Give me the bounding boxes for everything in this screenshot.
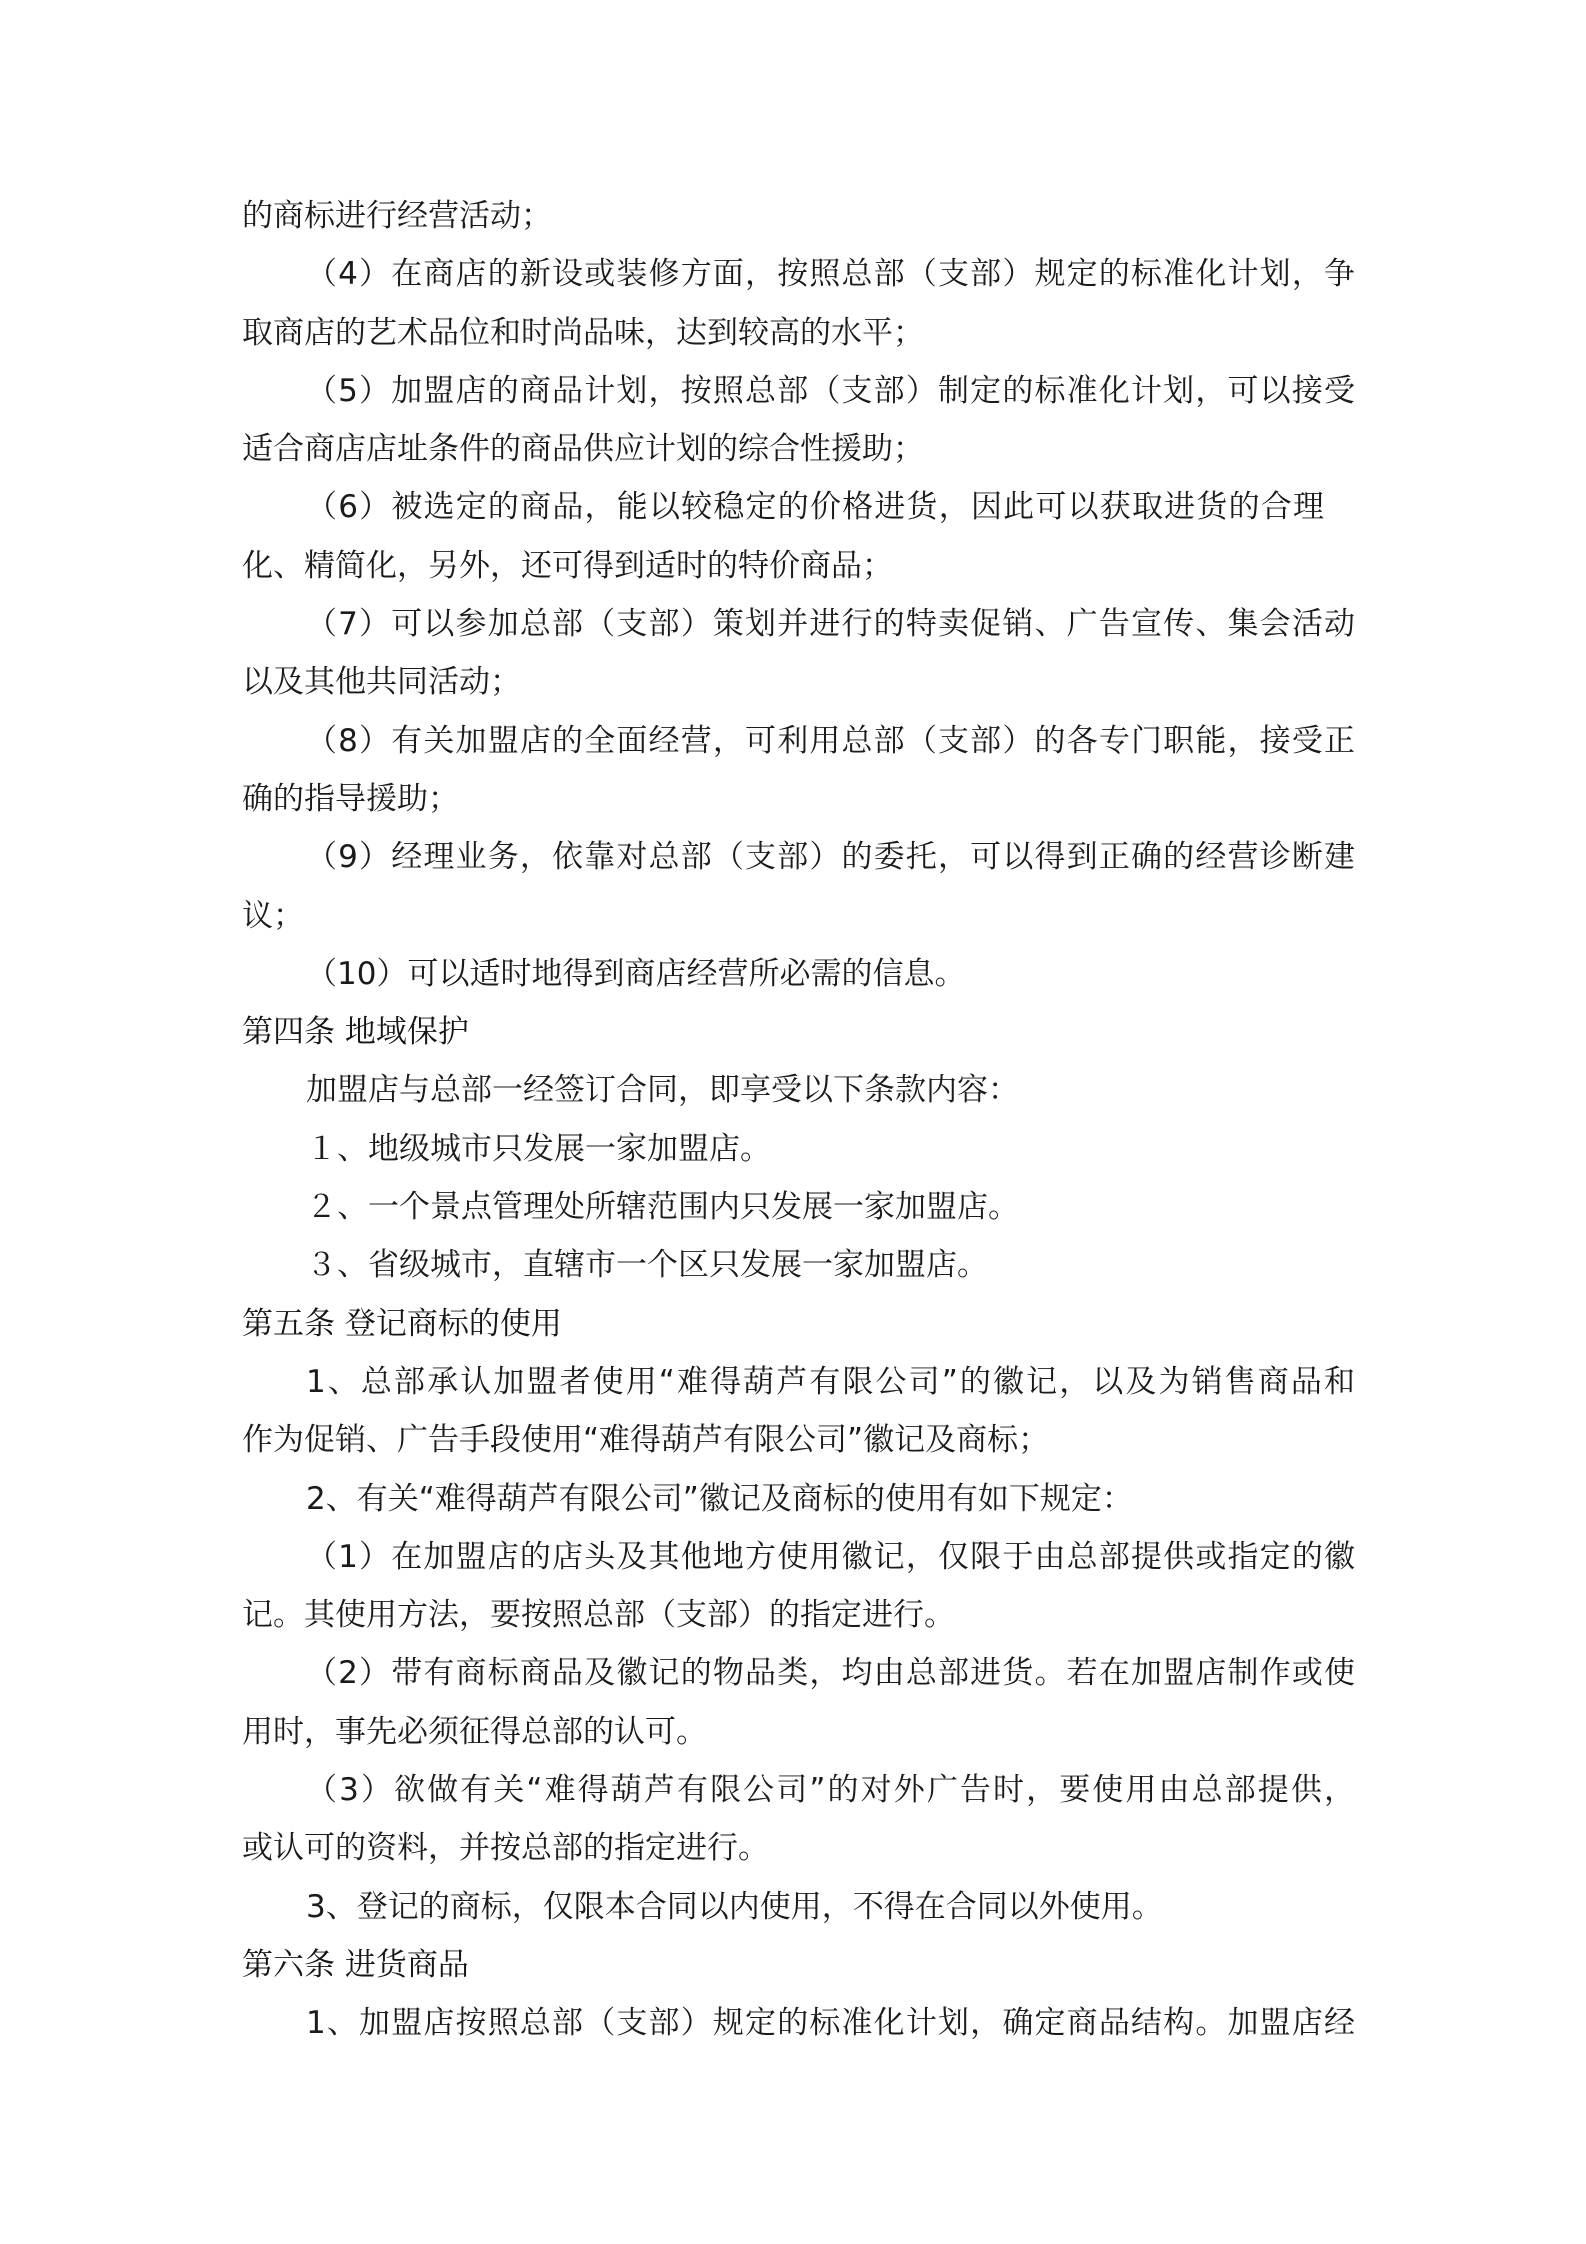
section-heading: 第四条 地域保护 (242, 1014, 469, 1051)
text-line: 的商标进行经营活动； (242, 198, 552, 234)
text-line: （1）在加盟店的店头及其他地方使用徽记，仅限于由总部提供或指定的徽 (306, 1538, 1355, 1575)
text-line: 确的指导援助； (242, 780, 459, 817)
text-body (242, 187, 1355, 2053)
text-line: 作为促销、广告手段使用“难得葫芦有限公司”徽记及商标； (242, 1422, 1050, 1459)
text-line: 用时，事先必须征得总部的认可。 (242, 1713, 707, 1750)
section-heading: 第五条 登记商标的使用 (242, 1305, 562, 1342)
text-line: 3、登记的商标，仅限本合同以内使用，不得在合同以外使用。 (306, 1888, 1163, 1925)
text-line: 2、有关“难得葫芦有限公司”徽记及商标的使用有如下规定： (306, 1480, 1133, 1517)
text-line: ２、一个景点管理处所辖范围内只发展一家加盟店。 (306, 1189, 1019, 1226)
text-line: （9）经理业务，依靠对总部（支部）的委托，可以得到正确的经营诊断建 (306, 839, 1355, 876)
text-line: 1、总部承认加盟者使用“难得葫芦有限公司”的徽记，以及为销售商品和 (306, 1363, 1355, 1400)
text-line: 以及其他共同活动； (242, 664, 521, 701)
text-line: 适合商店店址条件的商品供应计划的综合性援助； (242, 431, 924, 468)
text-line: 或认可的资料，并按总部的指定进行。 (242, 1830, 769, 1867)
text-line: ３、省级城市，直辖市一个区只发展一家加盟店。 (306, 1247, 988, 1284)
text-line: （3）欲做有关“难得葫芦有限公司”的对外广告时，要使用由总部提供， (306, 1772, 1355, 1809)
text-line: （5）加盟店的商品计划，按照总部（支部）制定的标准化计划，可以接受 (306, 372, 1355, 409)
text-line: 取商店的艺术品位和时尚品味，达到较高的水平； (242, 314, 924, 351)
text-line: （2）带有商标商品及徽记的物品类，均由总部进货。若在加盟店制作或使 (306, 1655, 1355, 1692)
text-line: １、地级城市只发展一家加盟店。 (306, 1130, 771, 1167)
text-line: 1、加盟店按照总部（支部）规定的标准化计划，确定商品结构。加盟店经 (306, 2005, 1355, 2042)
text-line: 记。其使用方法，要按照总部（支部）的指定进行。 (242, 1597, 955, 1634)
text-line: 议； (242, 897, 304, 934)
text-line: 加盟店与总部一经签订合同，即享受以下条款内容： (306, 1072, 1019, 1109)
text-line: 化、精简化，另外，还可得到适时的特价商品； (242, 547, 893, 584)
text-line: （10）可以适时地得到商店经营所必需的信息。 (306, 955, 966, 992)
text-line: （8）有关加盟店的全面经营，可利用总部（支部）的各专门职能，接受正 (306, 722, 1355, 759)
text-line: （7）可以参加总部（支部）策划并进行的特卖促销、广告宣传、集会活动 (306, 606, 1355, 643)
text-line: （4）在商店的新设或装修方面，按照总部（支部）规定的标准化计划，争 (306, 256, 1355, 293)
section-heading: 第六条 进货商品 (242, 1946, 469, 1983)
text-line: （6）被选定的商品，能以较稳定的价格进货，因此可以获取进货的合理 (306, 489, 1324, 526)
